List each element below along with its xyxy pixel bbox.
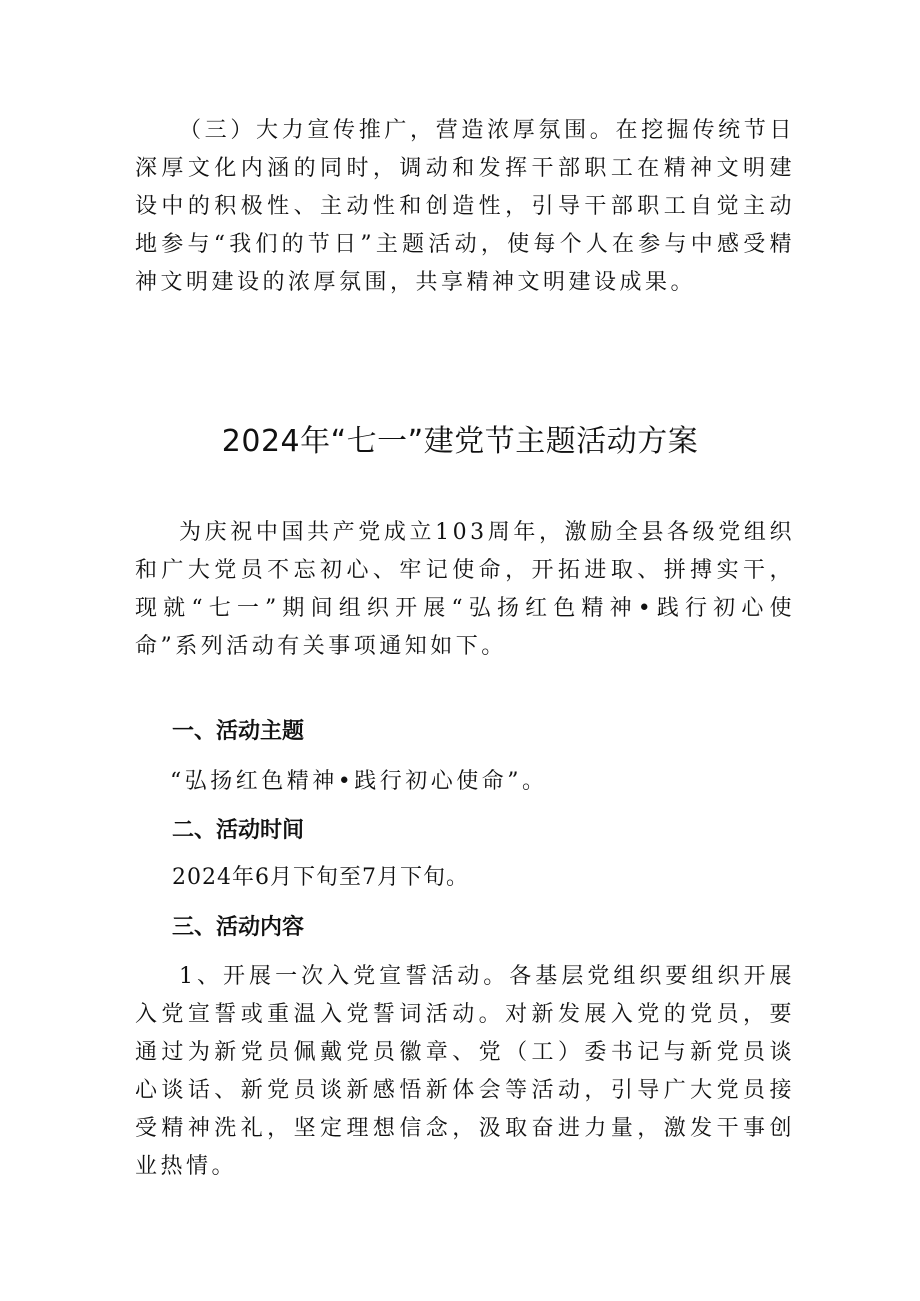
content-item-1: 1、开展一次入党宣誓活动。各基层党组织要组织开展入党宣誓或重温入党誓词活动。对新发展入党的党员，要通过为新党员佩戴党员徽章、党（工）委书记与新党员谈心谈话、新党员谈新感悟新体会等活动，引导广大党员接受精神洗礼，坚定理想信念，汲取奋进力量，激发干事创业热情。 xyxy=(135,964,795,1179)
heading-activity-content: 三、活动内容 xyxy=(172,915,305,940)
section3-paragraph: （三）大力宣传推广，营造浓厚氛围。在挖掘传统节日深厚文化内涵的同时，调动和发挥干部职工在精神文明建设中的积极性、主动性和创造性，引导干部职工自觉主动地参与“我们的节日”主题活动，使每个人在参与中感受精神文明建设的浓厚氛围，共享精神文明建设成果。 xyxy=(135,118,795,295)
document-title: 2024年“七一”建党节主题活动方案 xyxy=(221,424,699,459)
theme-text: “弘扬红色精神•践行初心使命”。 xyxy=(170,769,548,794)
time-text: 2024年6月下旬至7月下旬。 xyxy=(172,865,469,890)
heading-activity-time: 二、活动时间 xyxy=(172,818,305,843)
heading-activity-theme: 一、活动主题 xyxy=(172,719,305,744)
intro-paragraph: 为庆祝中国共产党成立103周年，激励全县各级党组织和广大党员不忘初心、牢记使命，开拓进取、拼搏实干，现就“七一”期间组织开展“弘扬红色精神•践行初心使命”系列活动有关事项通知如下。 xyxy=(135,520,795,659)
